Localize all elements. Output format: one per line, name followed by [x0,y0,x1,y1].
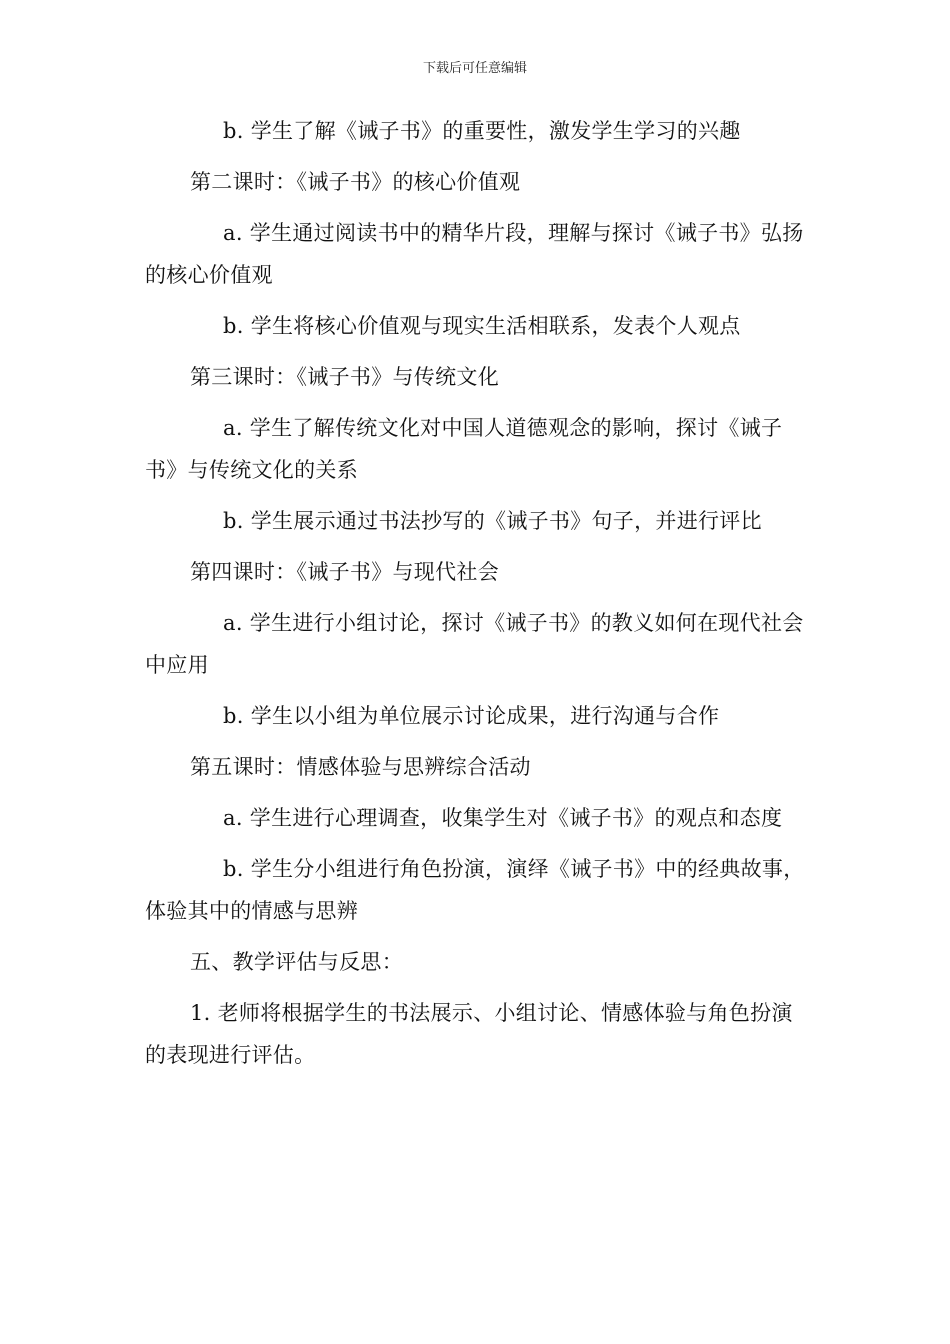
lesson-heading: 第三课时：《诫子书》与传统文化 [190,365,499,389]
document-body [145,110,805,1076]
paragraph: b. 学生以小组为单位展示讨论成果，进行沟通与合作 [223,704,720,728]
paragraph: a. 学生了解传统文化对中国人道德观念的影响，探讨《诫子书》与传统文化的关系 [145,416,783,482]
paragraph: a. 学生进行心理调查，收集学生对《诫子书》的观点和态度 [223,806,783,830]
paragraph: 1. 老师将根据学生的书法展示、小组讨论、情感体验与角色扮演的表现进行评估。 [145,1001,793,1067]
paragraph: a. 学生通过阅读书中的精华片段，理解与探讨《诫子书》弘扬的核心价值观 [145,221,804,287]
page-header-note: 下载后可任意编辑 [422,61,527,76]
lesson-heading: 第二课时：《诫子书》的核心价值观 [190,170,521,194]
paragraph: b. 学生分小组进行角色扮演，演绎《诫子书》中的经典故事，体验其中的情感与思辨 [145,857,805,923]
paragraph: a. 学生进行小组讨论，探讨《诫子书》的教义如何在现代社会中应用 [145,611,804,677]
lesson-heading: 第四课时：《诫子书》与现代社会 [190,560,499,584]
lesson-heading: 第五课时：情感体验与思辨综合活动 [190,755,531,779]
paragraph: b. 学生将核心价值观与现实生活相联系，发表个人观点 [223,314,741,338]
paragraph: b. 学生了解《诫子书》的重要性，激发学生学习的兴趣 [223,119,741,143]
paragraph: b. 学生展示通过书法抄写的《诫子书》句子，并进行评比 [223,509,762,533]
section-heading: 五、教学评估与反思： [190,950,403,974]
